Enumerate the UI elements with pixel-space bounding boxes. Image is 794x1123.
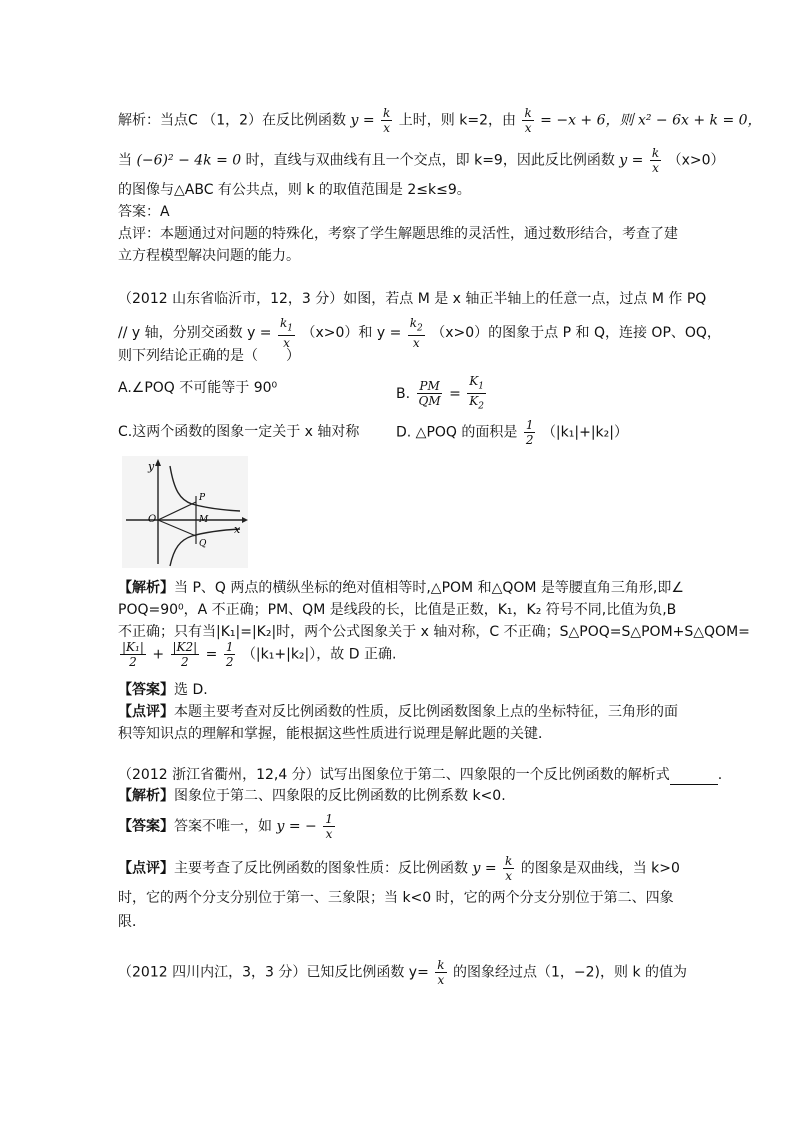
analysis-line-3: 不正确；只有当|K₁|=|K₂|时，两个公式图象关于 x 轴对称，C 不正确；S△POQ=S△POM+S△QOM= xyxy=(118,624,750,640)
text: D. △POQ 的面积是 xyxy=(396,424,518,441)
comment-3-line-3: 限． xyxy=(118,914,146,930)
fraction-k1-over-k2: $\frac{K_1}{K_2}$ xyxy=(469,374,484,412)
text: （|k₁+|k₂|），故 D 正确. xyxy=(241,646,397,663)
analysis-3-line xyxy=(118,786,506,806)
comment-3-line-2: 时，它的两个分支分别位于第一、三象限；当 k<0 时，它的两个分支分别位于第二、四象 xyxy=(118,890,674,906)
math-equation: = −x + 6，则 x² − 6x + k = 0， xyxy=(540,112,762,129)
text: （x>0）和 y = xyxy=(301,325,402,342)
fraction-k2-over-x: $\frac{k_2}{x}$ xyxy=(409,316,423,351)
fraction-one-over-x: $\frac{1}{x}$ xyxy=(325,812,333,841)
fraction-k1-over-x: $\frac{k_1}{x}$ xyxy=(280,316,294,351)
answer-label: 【答案】 xyxy=(118,818,174,835)
text: （x>0）的图象于点 P 和 Q，连接 OP、OQ， xyxy=(431,325,721,342)
analysis-label: 【解析】 xyxy=(118,580,174,596)
label-x: x xyxy=(234,523,241,536)
fraction-pm-over-qm: $\frac{PM}{QM}$ xyxy=(418,379,441,409)
text: 当 P、Q 两点的横纵坐标的绝对值相等时,△POM 和△QOM 是等腰直角三角形,即∠ xyxy=(174,580,684,596)
comment-label: 【点评】 xyxy=(118,704,174,720)
option-d xyxy=(396,418,628,447)
comment-2-line-1 xyxy=(118,702,678,722)
question-3-line: （2012 浙江省衢州，12,4 分）试写出图象位于第二、四象限的一个反比例函数的解析式 . xyxy=(118,767,723,783)
analysis-label: 【解析】 xyxy=(118,788,174,804)
text: （|k₁|+|k₂|） xyxy=(541,424,628,441)
fraction-abs-k1-over-2: $\frac{\text{|K₁|}}{2}$ xyxy=(122,640,144,669)
question-4-line xyxy=(118,958,687,987)
answer-3-line xyxy=(118,812,337,841)
comment-3-line-1 xyxy=(118,854,680,883)
analysis-line-2: POQ=90⁰，A 不正确；PM、QM 是线段的长，比值是正数，K₁，K₂ 符号不同,比值为负,B xyxy=(118,602,677,618)
solution-line-2 xyxy=(118,146,725,175)
text: 图象位于第二、四象限的反比例函数的比例系数 k<0. xyxy=(174,788,506,804)
text: 答案不唯一，如 xyxy=(174,818,272,835)
option-a: A.∠POQ 不可能等于 90⁰ xyxy=(118,380,278,396)
text: 时，直线与双曲线有且一个交点，即 k=9，因此反比例函数 xyxy=(245,152,615,169)
fraction-k-over-x: $\frac{k}{x}$ xyxy=(505,854,513,883)
text: B. xyxy=(396,385,411,402)
fraction-k-over-x: $\frac{k}{x}$ xyxy=(524,106,532,135)
fraction-k-over-x: $\frac{k}{x}$ xyxy=(651,146,660,175)
text: （2012 四川内江，3，3 分）已知反比例函数 y= xyxy=(118,964,429,981)
question-2-line-3: 则下列结论正确的是（ ） xyxy=(118,348,300,364)
fraction-k-over-x: $\frac{k}{x}$ xyxy=(383,106,391,135)
answer-line: 答案：A xyxy=(118,204,170,220)
text: // y 轴，分别交函数 y = xyxy=(118,325,272,342)
math-y: y = − xyxy=(276,818,317,835)
text: （2012 浙江省衢州，12,4 分）试写出图象位于第二、四象限的一个反比例函数的解析式 xyxy=(118,767,670,783)
text: （x>0） xyxy=(667,152,725,169)
text: 当 xyxy=(118,152,132,169)
comment-2-line-2: 积等知识点的理解和掌握，能根据这些性质进行说理是解此题的关键． xyxy=(118,726,552,742)
label-m: M xyxy=(199,515,209,525)
option-b: B. $\frac{PM}{QM}$ = $\frac{K_1}{K_2}$ xyxy=(396,374,484,412)
text: 上时，则 k=2，由 xyxy=(398,112,516,129)
fraction-abs-k2-over-2: $\frac{|K2|}{2}$ xyxy=(172,640,198,669)
solution-line-3: 的图像与△ABC 有公共点，则 k 的取值范围是 2≤k≤9。 xyxy=(118,182,471,198)
math-y: y = xyxy=(472,860,497,877)
text: 的图象经过点（1，−2)，则 k 的值为 xyxy=(453,964,688,981)
solution-line-1 xyxy=(118,106,762,135)
analysis-line-1 xyxy=(118,578,684,598)
comment-label: 【点评】 xyxy=(118,860,174,877)
fraction-one-half: $\frac{1}{2}$ xyxy=(225,640,234,669)
label-o: O xyxy=(148,514,157,525)
fraction-k-over-x: $\frac{k}{x}$ xyxy=(437,958,445,987)
text: 主要考查了反比例函数的图象性质：反比例函数 xyxy=(174,860,468,877)
math-y: y = xyxy=(619,152,644,169)
analysis-line-4: $\frac{\text{|K₁|}}{2}$ + $\frac{|K2|}{2}$ = $\frac{1}{2}$ （|k₁+|k₂|），故 D 正确. xyxy=(122,640,397,669)
answer-blank xyxy=(670,770,718,785)
hyperbola-figure xyxy=(122,456,248,568)
question-2-line-1: （2012 山东省临沂市，12，3 分）如图，若点 M 是 x 轴正半轴上的任意一点，过点 M 作 PQ xyxy=(118,291,707,307)
text: 本题主要考查对反比例函数的性质，反比例函数图象上点的坐标特征，三角形的面 xyxy=(174,704,678,720)
fraction-one-half: $\frac{1}{2}$ xyxy=(525,418,534,447)
label-q: Q xyxy=(199,539,207,549)
text: 的图象是双曲线，当 k>0 xyxy=(520,860,680,877)
answer-label: 【答案】 xyxy=(118,682,174,698)
label-p: P xyxy=(199,493,206,503)
math-discriminant: (−6)² − 4k = 0 xyxy=(136,152,242,169)
comment-line-1: 点评：本题通过对问题的特殊化，考察了学生解题思维的灵活性，通过数形结合，考查了建 xyxy=(118,226,678,242)
label-y: y xyxy=(148,460,155,473)
answer-2-line xyxy=(118,680,208,700)
option-c: C.这两个函数的图象一定关于 x 轴对称 xyxy=(118,424,360,440)
text: 选 D. xyxy=(174,682,208,698)
comment-line-2: 立方程模型解决问题的能力。 xyxy=(118,248,300,264)
text: 解析：当点C （1，2）在反比例函数 xyxy=(118,112,347,129)
math-y: y = xyxy=(350,112,375,129)
